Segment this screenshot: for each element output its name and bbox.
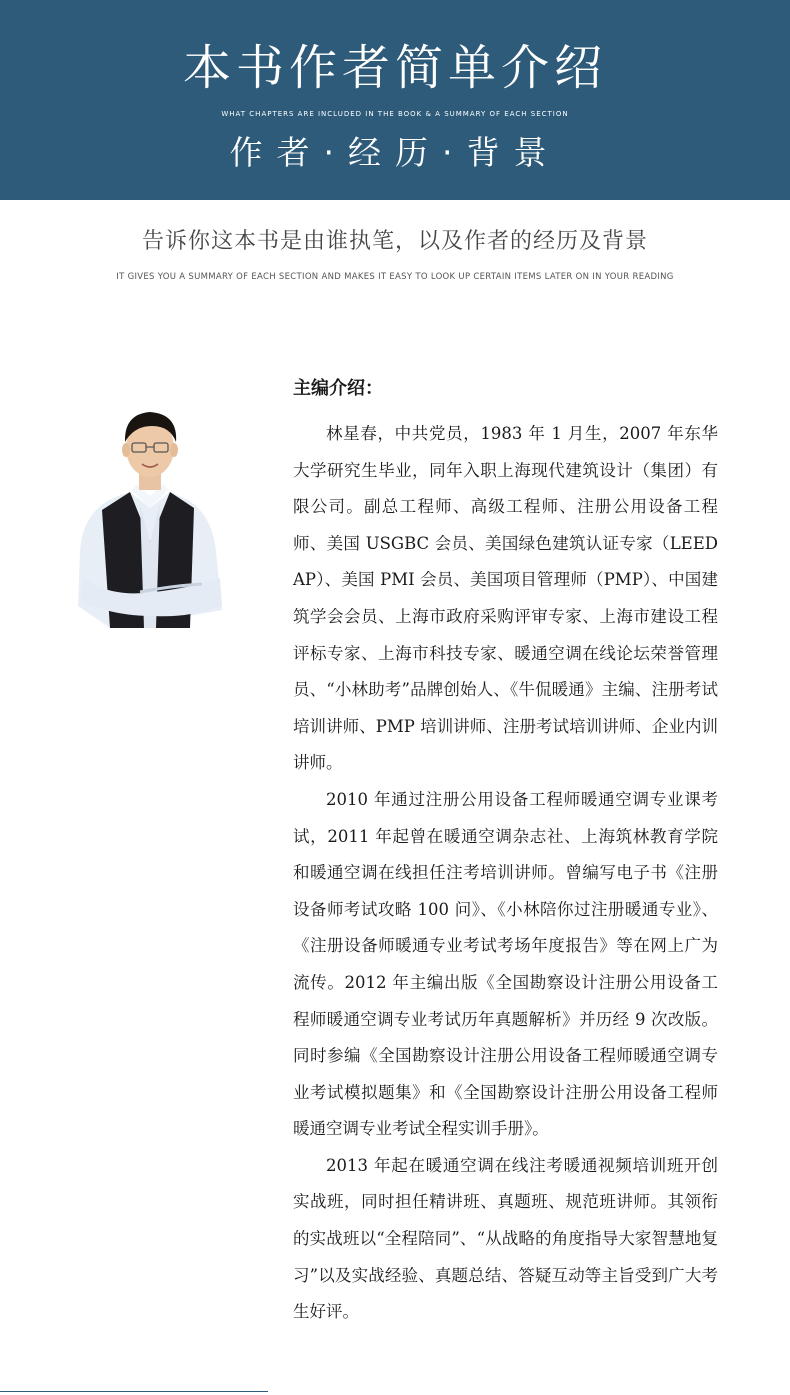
page-title: 本书作者简单介绍 <box>182 40 607 96</box>
tagline: 告诉你这本书是由谁执笔，以及作者的经历及背景 <box>141 229 648 254</box>
tagline-english: IT GIVES YOU A SUMMARY OF EACH SECTION AND MAKES IT EASY TO LOOK UP CERTAIN ITEMS LATER ON IN YOUR READING <box>116 272 674 282</box>
biography-paragraph: 林星春，中共党员，1983 年 1 月生，2007 年东华大学研究生毕业，同年入职上海现代建筑设计（集团）有限公司。副总工程师、高级工程师、注册公用设备工程师、美国 USGBC 会员、美国绿色建筑认证专家（LEED AP）、美国 PMI 会员、美国项目管理师（PMP）、中国建筑学会会员、上海市政府采购评审专家、上海市建设工程评标专家、上海市科技专家、暖通空调在线论坛荣誉管理员、“小林助考”品牌创始人、《牛侃暖通》主编、注册考试培训讲师、PMP 培训讲师、注册考试培训讲师、企业内训讲师。 <box>293 424 718 773</box>
bottom-divider <box>0 1391 268 1392</box>
author-biography <box>293 416 718 1331</box>
author-portrait-photo <box>70 392 230 632</box>
page-subtitle: 作者·经历·背景 <box>229 133 561 172</box>
header-banner <box>0 0 790 200</box>
page-title-english: WHAT CHAPTERS ARE INCLUDED IN THE BOOK & A SUMMARY OF EACH SECTION <box>221 110 569 118</box>
biography-paragraph: 2013 年起在暖通空调在线注考暖通视频培训班开创实战班，同时担任精讲班、真题班、规范班讲师。其领衔的实战班以“全程陪同”、“从战略的角度指导大家智慧地复习”以及实战经验、真题总结、答疑互动等主旨受到广大考生好评。 <box>293 1155 718 1322</box>
biography-paragraph: 2010 年通过注册公用设备工程师暖通空调专业课考试，2011 年起曾在暖通空调杂志社、上海筑林教育学院和暖通空调在线担任注考培训讲师。曾编写电子书《注册设备师考试攻略 100 问》、《小林陪你过注册暖通专业》、《注册设备师暖通专业考试考场年度报告》等在网上广为流传。2012 年主编出版《全国勘察设计注册公用设备工程师暖通空调专业考试历年真题解析》并历经 9 次改版。同时参编《全国勘察设计注册公用设备工程师暖通空调专业考试模拟题集》和《全国勘察设计注册公用设备工程师暖通空调专业考试全程实训手册》。 <box>293 789 718 1139</box>
author-section-heading: 主编介绍： <box>293 378 383 399</box>
